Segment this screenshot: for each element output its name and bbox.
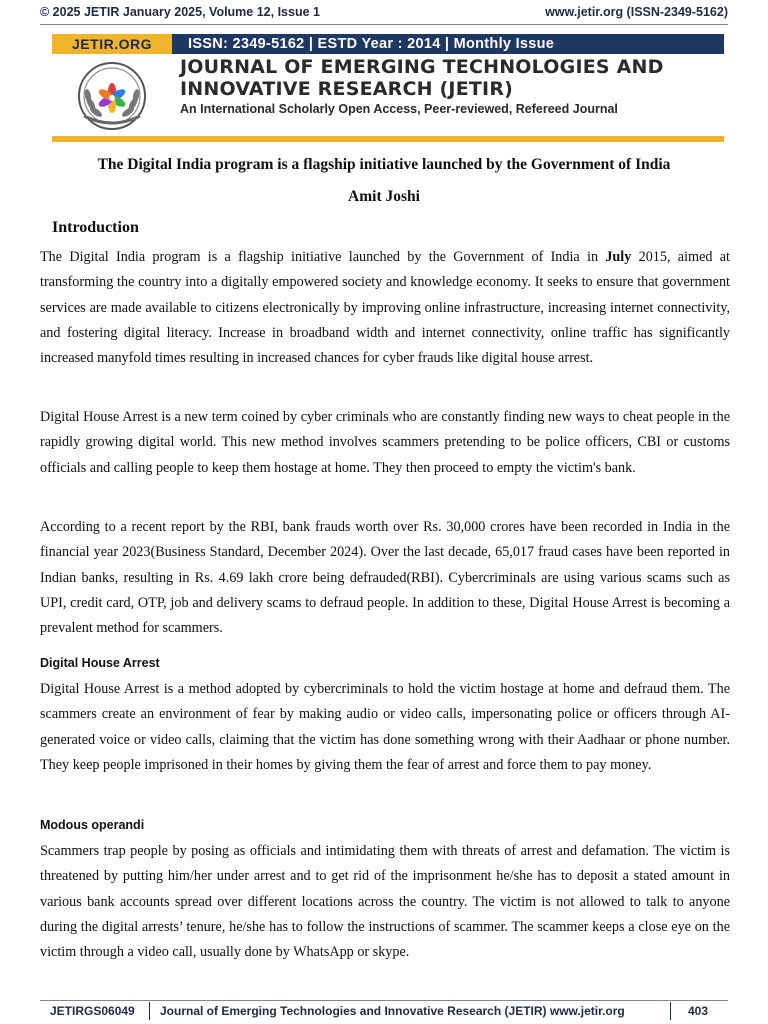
page-number: 403: [688, 1004, 709, 1018]
issn-line: ISSN: 2349-5162 | ESTD Year : 2014 | Monthly Issue: [172, 34, 724, 54]
journal-subtitle: An International Scholarly Open Access, Peer-reviewed, Refereed Journal: [180, 102, 618, 116]
section-heading-digital-house-arrest: Digital House Arrest: [40, 656, 160, 670]
paper-code: JETIRGS06049: [50, 1004, 135, 1018]
journal-banner: [52, 34, 724, 142]
paragraph-introduction: The Digital India program is a flagship initiative launched by the Government of India in July 2015, aimed at transforming the country into a digitally empowered society and knowledge economy. It seeks to ensure that government services are made available to citizens electronically by improving online infrastructure, increasing internet connectivity, and fostering digital literacy. Increase in broadband width and internet connectivity, online traffic has significantly increased manyfold times resulting in increased chances for cyber frauds like digital house arrest.: [40, 249, 730, 367]
banner-bottom-bar: [52, 136, 724, 142]
paragraph-method: Digital House Arrest is a method adopted by cybercriminals to hold the victim hostage at home and defraud them. The scammers create an environment of fear by making audio or video calls, impersonating police or officers through AI-generated voice or video calls, claiming that the victim has done something wrong with their Aadhaar or phone number. They keep people imprisoned in their homes by giving them the fear of arrest and force them to pay money.: [40, 681, 730, 773]
footer-separator: [670, 1002, 671, 1020]
section-heading-modus-operandi: Modous operandi: [40, 818, 145, 832]
jetir-logo-icon: [66, 58, 158, 132]
paper-title: The Digital India program is a flagship initiative launched by the Government of India: [97, 156, 671, 173]
journal-name: [180, 56, 720, 100]
introduction-heading: Introduction: [52, 219, 139, 236]
banner-top-bar: [52, 34, 724, 54]
footer-journal: Journal of Emerging Technologies and Innovative Research (JETIR) www.jetir.org: [160, 1004, 625, 1018]
header-divider: [40, 24, 728, 25]
website-line: www.jetir.org (ISSN-2349-5162): [545, 5, 728, 19]
journal-name-line2: INNOVATIVE RESEARCH (JETIR): [180, 78, 514, 100]
paragraph-modus-operandi: Scammers trap people by posing as officials and intimidating them with threats of arrest and defamation. The victim is threatened by putting him/her under arrest and to get rid of the imprisonment he/she has to deposit a stated amount in various bank accounts spread over different locations across the country. The victim is not allowed to talk to anyone during the digital arrests’ tenure, he/she has to follow the instructions of scammer. The scammer keeps a close eye on the victim through a video call, usually done by WhatsApp or skype.: [40, 843, 730, 961]
running-footer: [40, 1004, 728, 1020]
copyright-line: © 2025 JETIR January 2025, Volume 12, Issue 1: [40, 5, 320, 19]
footer-divider: [40, 1000, 728, 1001]
site-label: JETIR.ORG: [52, 34, 172, 54]
paragraph-digital-house-arrest-definition: Digital House Arrest is a new term coined by cyber criminals who are constantly finding new ways to cheat people in the rapidly growing digital world. This new method involves scammers pretending to be police officers, CBI or customs officials and calling people to keep them hostage at home. They then proceed to empty the victim's bank.: [40, 409, 730, 476]
footer-separator: [149, 1002, 150, 1020]
paragraph-rbi-report: According to a recent report by the RBI, bank frauds worth over Rs. 30,000 crores have been recorded in India in the financial year 2023(Business Standard, December 2024). Over the last decade, 65,017 fraud cases have been reported in Indian banks, resulting in Rs. 4.69 lakh crore being defrauded(RBI). Cybercriminals are using various scams such as UPI, credit card, OTP, job and delivery scams to defraud people. In addition to these, Digital House Arrest is becoming a prevalent method for scammers.: [40, 519, 730, 637]
author-name: Amit Joshi: [348, 188, 420, 205]
journal-name-line1: JOURNAL OF EMERGING TECHNOLOGIES AND: [180, 56, 664, 78]
running-header: [40, 5, 728, 21]
